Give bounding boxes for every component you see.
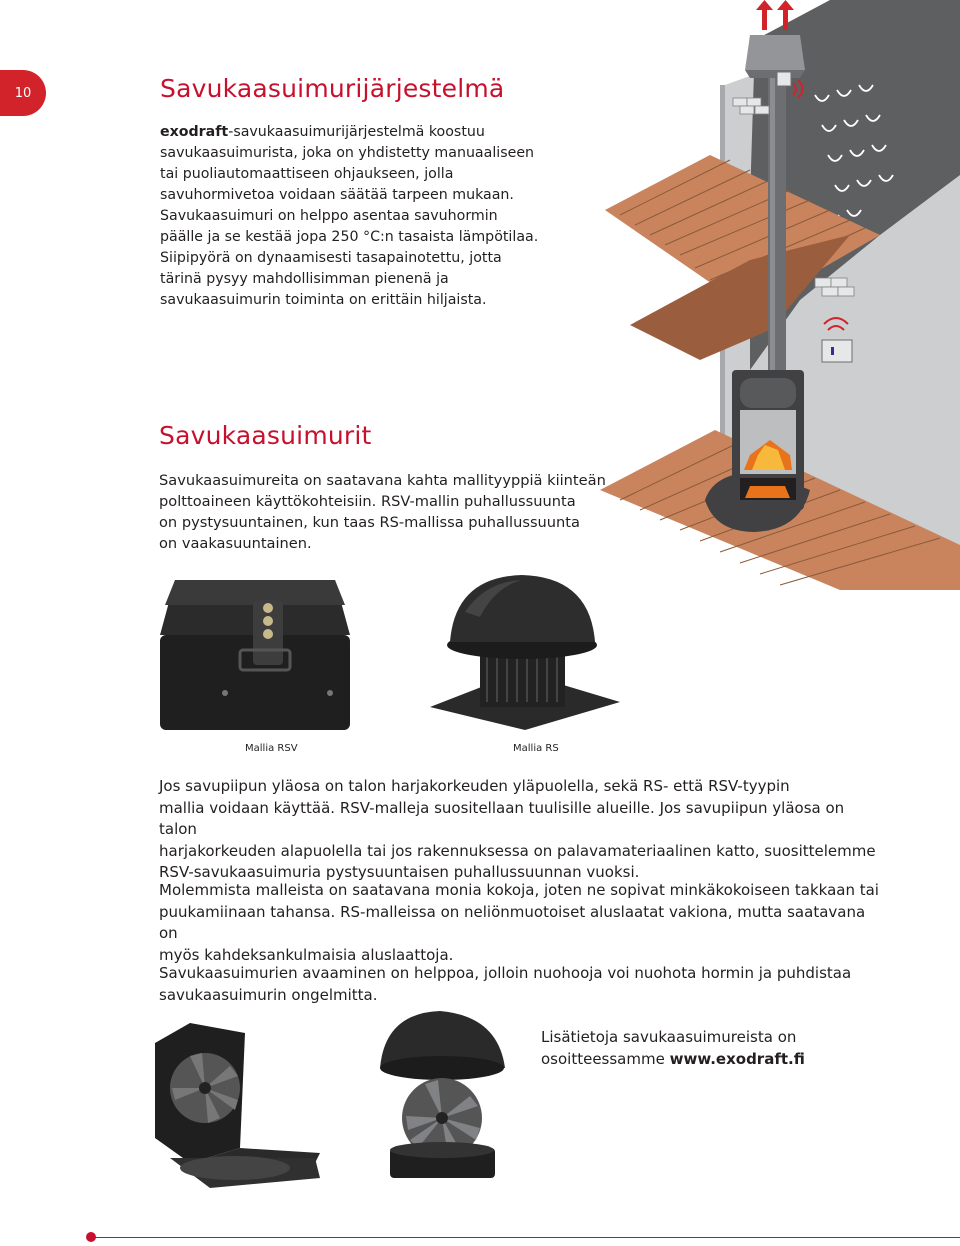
rs-model-image — [425, 572, 625, 732]
sizes-line: puukamiinaan tahansa. RS-malleissa on neliönmuotoiset aluslaatat vakiona, mutta saatavana on — [159, 902, 866, 942]
intro-line: savuhormivetoa voidaan säätää tarpeen mukaan. — [160, 187, 514, 203]
models-intro-paragraph — [159, 470, 629, 554]
recommendation-line: Jos savupiipun yläosa on talon harjakorkeuden yläpuolella, sekä RS- että RSV-tyypin — [159, 777, 790, 795]
rsv-model-image — [155, 575, 355, 733]
intro-line: savukaasuimurin toiminta on erittäin hiljaista. — [160, 292, 487, 308]
brand-name: exodraft — [160, 124, 229, 140]
intro-line: Siipipyörä on dynaamisesti tasapainotettu, jotta — [160, 250, 502, 266]
recommendation-line: RSV-savukaasuimuria pystysuuntaisen puhallussuunnan vuoksi. — [159, 863, 640, 881]
more-info-line: osoitteessamme www.exodraft.fi — [541, 1049, 805, 1068]
recommendation-paragraph — [159, 776, 879, 884]
website-link[interactable]: www.exodraft.fi — [669, 1049, 805, 1068]
caption-rs: Mallia RS — [513, 743, 559, 754]
sizes-line: myös kahdeksankulmaisia aluslaattoja. — [159, 945, 454, 964]
section-title-savukaasuimurit: Savukaasuimurit — [159, 421, 372, 450]
page-title: Savukaasuimurijärjestelmä — [160, 74, 505, 103]
recommendation-line: mallia voidaan käyttää. RSV-malleja suositellaan tuulisille alueille. Jos savupiipun yläosa on talon — [159, 798, 845, 838]
sizes-paragraph — [159, 880, 879, 966]
page-number-tab — [0, 70, 46, 116]
intro-paragraph — [160, 122, 600, 311]
cleaning-paragraph — [159, 963, 879, 1006]
intro-line: päälle ja se kestää jopa 250 °C:n tasaista lämpötilaa. — [160, 229, 539, 245]
sizes-line: Molemmista malleista on saatavana monia kokoja, joten ne sopivat minkäkokoiseen takkaan tai — [159, 881, 879, 899]
intro-line: tai puoliautomaattiseen ohjaukseen, jolla — [160, 166, 454, 182]
models-line: polttoaineen käyttökohteisiin. RSV-mallin puhallussuunta — [159, 493, 576, 510]
cleaning-line: Savukaasuimurien avaaminen on helppoa, jolloin nuohooja voi nuohota hormin ja puhdistaa — [159, 964, 852, 982]
intro-line: exodraft-savukaasuimurijärjestelmä koostuu — [160, 124, 485, 140]
opened-rsv-image — [150, 1018, 325, 1193]
caption-rsv: Mallia RSV — [245, 743, 298, 754]
more-info-line: Lisätietoja savukaasuimureista on — [541, 1028, 797, 1046]
models-line: Savukaasuimureita on saatavana kahta mallityyppiä kiinteän — [159, 472, 606, 489]
page-number: 10 — [14, 85, 32, 101]
cleaning-line: savukaasuimurin ongelmitta. — [159, 985, 378, 1004]
models-line: on vaakasuuntainen. — [159, 535, 312, 552]
intro-line: Savukaasuimuri on helppo asentaa savuhormin — [160, 208, 498, 224]
opened-rs-image — [370, 1008, 515, 1183]
footer-rule — [92, 1237, 960, 1238]
recommendation-line: harjakorkeuden alapuolella tai jos rakennuksessa on palavamateriaalinen katto, suosittelemme — [159, 841, 876, 860]
models-line: on pystysuuntainen, kun taas RS-mallissa puhallussuunta — [159, 514, 580, 531]
chimney-installation-illustration — [600, 0, 960, 590]
more-info-block — [541, 1027, 921, 1070]
intro-line: tärinä pysyy mahdollisimman pienenä ja — [160, 271, 449, 287]
intro-line: savukaasuimurista, joka on yhdistetty manuaaliseen — [160, 145, 535, 161]
